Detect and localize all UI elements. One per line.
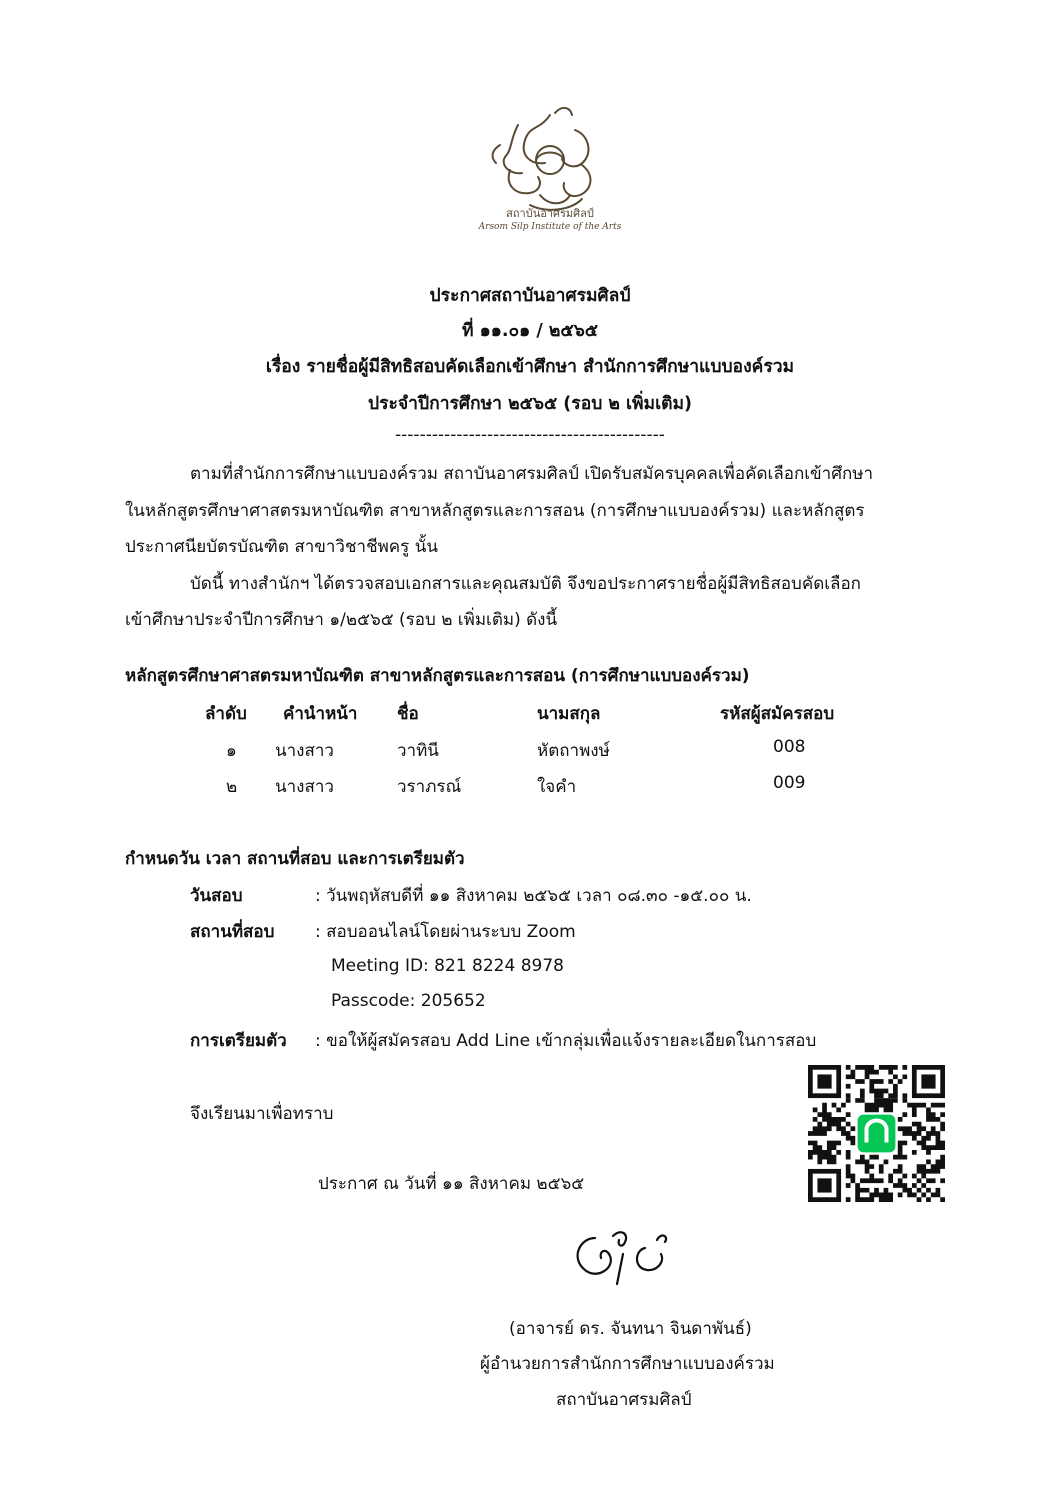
signatory-name: (อาจารย์ ดร. จันทนา จินดาพันธ์) xyxy=(509,1319,752,1339)
body-paragraph-1-line-2: ในหลักสูตรศึกษาศาสตรมหาบัณฑิต สาขาหลักสูตรและการสอน (การศึกษาแบบองค์รวม) และหลักสูตร xyxy=(125,501,865,521)
logo-thai-text xyxy=(506,207,594,220)
body-paragraph-2-line-1: บัดนี้ ทางสำนักฯ ได้ตรวจสอบเอกสารและคุณสมบัติ จึงขอประกาศรายชื่อผู้มีสิทธิสอบคัดเลือก xyxy=(190,574,861,594)
row-applicant-code: 008 xyxy=(773,737,806,757)
program-title: หลักสูตรศึกษาศาสตรมหาบัณฑิต สาขาหลักสูตรและการสอน (การศึกษาแบบองค์รวม) xyxy=(125,666,750,686)
zoom-passcode: Passcode: 205652 xyxy=(331,991,486,1011)
row-last-name: ใจคำ xyxy=(537,777,577,797)
svg-text:สถาบันอาศรมศิลป์: สถาบันอาศรมศิลป์ xyxy=(506,207,594,220)
row-prefix: นางสาว xyxy=(275,741,334,761)
row-first-name: วาทินี xyxy=(397,741,439,761)
institute-logo xyxy=(470,95,630,240)
exam-place-value: : สอบออนไลน์โดยผ่านระบบ Zoom xyxy=(315,922,576,942)
col-header-prefix: คำนำหน้า xyxy=(283,704,358,724)
schedule-title: กำหนดวัน เวลา สถานที่สอบ และการเตรียมตัว xyxy=(125,849,465,869)
body-paragraph-1-line-1: ตามที่สำนักการศึกษาแบบองค์รวม สถาบันอาศรมศิลป์ เปิดรับสมัครบุคคลเพื่อคัดเลือกเข้าศึกษา xyxy=(190,464,874,484)
body-paragraph-2-line-2: เข้าศึกษาประจำปีการศึกษา ๑/๒๕๖๕ (รอบ ๒ เพิ่มเติม) ดังนี้ xyxy=(125,610,558,630)
exam-date-label: วันสอบ xyxy=(190,886,243,906)
row-applicant-code: 009 xyxy=(773,773,806,793)
row-order: ๒ xyxy=(226,777,238,797)
line-group-qr-code[interactable] xyxy=(808,1065,945,1202)
row-first-name: วราภรณ์ xyxy=(397,777,462,797)
col-header-applicant-code: รหัสผู้สมัครสอบ xyxy=(720,704,835,724)
zoom-meeting-id: Meeting ID: 821 8224 8978 xyxy=(331,956,564,976)
heading-divider: -------------------------------------------- xyxy=(395,425,665,445)
logo-english-name: Arsom Silp Institute of the Arts xyxy=(478,222,622,232)
academic-year-line: ประจำปีการศึกษา ๒๕๖๕ (รอบ ๒ เพิ่มเติม) xyxy=(368,394,692,414)
signatory-organization: สถาบันอาศรมศิลป์ xyxy=(556,1390,692,1410)
row-order: ๑ xyxy=(226,741,237,761)
col-header-last-name: นามสกุล xyxy=(537,704,601,724)
row-prefix: นางสาว xyxy=(275,777,334,797)
exam-date-value: : วันพฤหัสบดีที่ ๑๑ สิงหาคม ๒๕๖๕ เวลา ๐๘.๓๐ -๑๕.๐๐ น. xyxy=(315,886,752,906)
body-paragraph-1-line-3: ประกาศนียบัตรบัณฑิต สาขาวิชาชีพครู นั้น xyxy=(125,537,438,557)
preparation-value: : ขอให้ผู้สมัครสอบ Add Line เข้ากลุ่มเพื่อแจ้งรายละเอียดในการสอบ xyxy=(315,1031,817,1051)
exam-place-label: สถานที่สอบ xyxy=(190,922,275,942)
announcement-date: ประกาศ ณ วันที่ ๑๑ สิงหาคม ๒๕๖๕ xyxy=(318,1174,585,1194)
announcement-number: ที่ ๑๑.๐๑ / ๒๕๖๕ xyxy=(462,321,598,341)
preparation-label: การเตรียมตัว xyxy=(190,1031,287,1051)
col-header-first-name: ชื่อ xyxy=(397,704,419,724)
row-last-name: หัตถาพงษ์ xyxy=(537,741,610,761)
signature-image xyxy=(565,1218,695,1288)
announcement-title: ประกาศสถาบันอาศรมศิลป์ xyxy=(429,286,631,306)
signatory-position: ผู้อำนวยการสำนักการศึกษาแบบองค์รวม xyxy=(480,1354,775,1374)
col-header-order: ลำดับ xyxy=(205,704,247,724)
announcement-subject: เรื่อง รายชื่อผู้มีสิทธิสอบคัดเลือกเข้าศึกษา สำนักการศึกษาแบบองค์รวม xyxy=(265,357,795,377)
closing-inform: จึงเรียนมาเพื่อทราบ xyxy=(190,1104,334,1124)
